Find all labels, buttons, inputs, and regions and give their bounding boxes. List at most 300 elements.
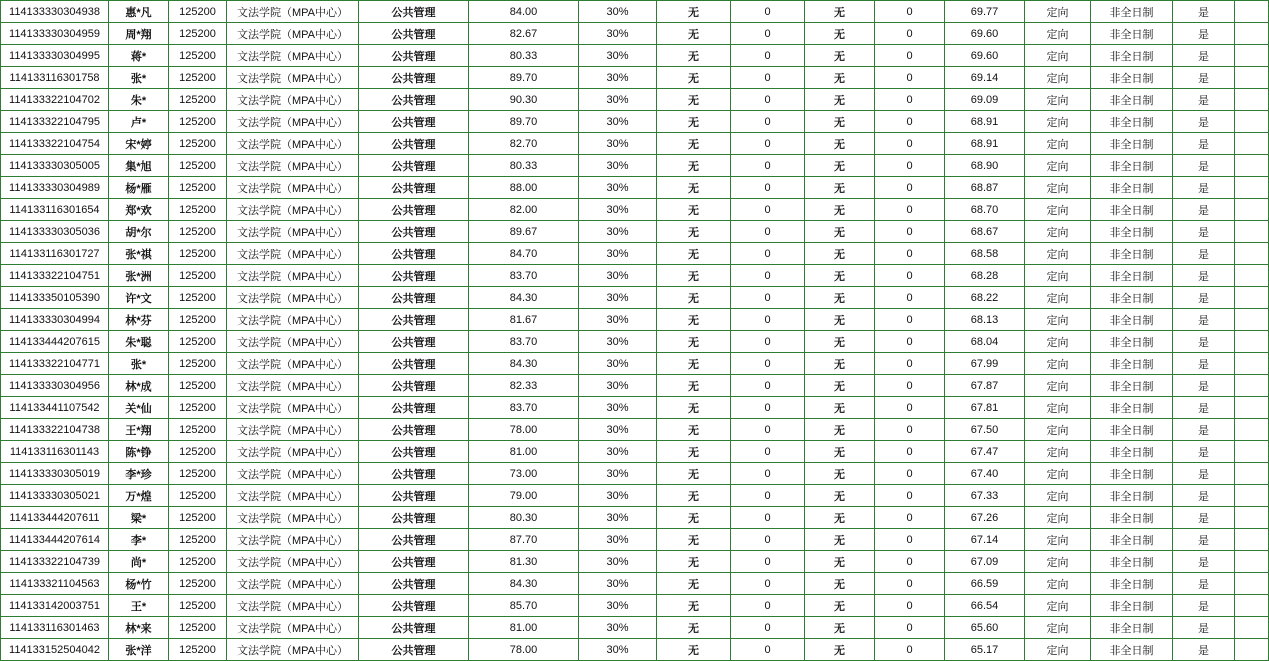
cell-none2: 无: [805, 177, 875, 199]
cell-none2: 无: [805, 67, 875, 89]
cell-none2: 无: [805, 155, 875, 177]
cell-code: 125200: [169, 67, 227, 89]
cell-name: 许*文: [109, 287, 169, 309]
cell-direction: 定向: [1025, 23, 1091, 45]
cell-none1: 无: [657, 45, 731, 67]
cell-tail: [1235, 485, 1269, 507]
cell-yes: 是: [1173, 353, 1235, 375]
table-row: [1, 419, 1269, 441]
cell-none2: 无: [805, 573, 875, 595]
cell-total: 68.67: [945, 221, 1025, 243]
cell-major: 公共管理: [359, 507, 469, 529]
cell-major: 公共管理: [359, 331, 469, 353]
cell-zero1: 0: [731, 397, 805, 419]
cell-yes: 是: [1173, 617, 1235, 639]
cell-zero1: 0: [731, 595, 805, 617]
cell-score: 84.30: [469, 573, 579, 595]
table-row: [1, 375, 1269, 397]
cell-total: 68.58: [945, 243, 1025, 265]
cell-tail: [1235, 265, 1269, 287]
cell-tail: [1235, 221, 1269, 243]
cell-code: 125200: [169, 529, 227, 551]
cell-percent: 30%: [579, 89, 657, 111]
cell-name: 杨*竹: [109, 573, 169, 595]
cell-tail: [1235, 573, 1269, 595]
table-row: [1, 595, 1269, 617]
cell-none2: 无: [805, 23, 875, 45]
cell-major: 公共管理: [359, 287, 469, 309]
cell-code: 125200: [169, 441, 227, 463]
cell-none1: 无: [657, 617, 731, 639]
cell-college: 文法学院（MPA中心）: [227, 617, 359, 639]
cell-major: 公共管理: [359, 133, 469, 155]
cell-major: 公共管理: [359, 155, 469, 177]
cell-yes: 是: [1173, 419, 1235, 441]
cell-fee: 非全日制: [1091, 463, 1173, 485]
cell-major: 公共管理: [359, 265, 469, 287]
cell-score: 84.00: [469, 1, 579, 23]
cell-college: 文法学院（MPA中心）: [227, 507, 359, 529]
cell-zero2: 0: [875, 397, 945, 419]
cell-direction: 定向: [1025, 309, 1091, 331]
cell-code: 125200: [169, 485, 227, 507]
cell-fee: 非全日制: [1091, 441, 1173, 463]
cell-tail: [1235, 551, 1269, 573]
cell-major: 公共管理: [359, 221, 469, 243]
cell-total: 67.47: [945, 441, 1025, 463]
cell-score: 82.67: [469, 23, 579, 45]
cell-direction: 定向: [1025, 1, 1091, 23]
cell-zero1: 0: [731, 221, 805, 243]
cell-none2: 无: [805, 89, 875, 111]
cell-total: 67.26: [945, 507, 1025, 529]
cell-fee: 非全日制: [1091, 111, 1173, 133]
cell-none2: 无: [805, 617, 875, 639]
cell-none1: 无: [657, 485, 731, 507]
cell-percent: 30%: [579, 111, 657, 133]
cell-zero1: 0: [731, 551, 805, 573]
cell-none1: 无: [657, 375, 731, 397]
cell-none1: 无: [657, 441, 731, 463]
cell-direction: 定向: [1025, 419, 1091, 441]
cell-none2: 无: [805, 309, 875, 331]
cell-tail: [1235, 375, 1269, 397]
cell-zero2: 0: [875, 639, 945, 661]
cell-none1: 无: [657, 639, 731, 661]
cell-score: 90.30: [469, 89, 579, 111]
cell-percent: 30%: [579, 441, 657, 463]
cell-percent: 30%: [579, 309, 657, 331]
cell-none2: 无: [805, 529, 875, 551]
cell-code: 125200: [169, 507, 227, 529]
cell-tail: [1235, 353, 1269, 375]
cell-zero2: 0: [875, 331, 945, 353]
cell-college: 文法学院（MPA中心）: [227, 485, 359, 507]
cell-zero1: 0: [731, 353, 805, 375]
cell-name: 张*: [109, 67, 169, 89]
cell-id: 114133152504042: [1, 639, 109, 661]
cell-none1: 无: [657, 23, 731, 45]
cell-id: 114133330305019: [1, 463, 109, 485]
cell-major: 公共管理: [359, 485, 469, 507]
cell-percent: 30%: [579, 529, 657, 551]
cell-none1: 无: [657, 463, 731, 485]
cell-id: 114133330304989: [1, 177, 109, 199]
cell-total: 68.70: [945, 199, 1025, 221]
cell-none2: 无: [805, 45, 875, 67]
cell-zero1: 0: [731, 265, 805, 287]
cell-total: 68.90: [945, 155, 1025, 177]
cell-fee: 非全日制: [1091, 573, 1173, 595]
cell-percent: 30%: [579, 23, 657, 45]
cell-zero2: 0: [875, 287, 945, 309]
cell-total: 69.60: [945, 45, 1025, 67]
cell-major: 公共管理: [359, 419, 469, 441]
cell-yes: 是: [1173, 595, 1235, 617]
cell-fee: 非全日制: [1091, 1, 1173, 23]
cell-zero1: 0: [731, 463, 805, 485]
cell-tail: [1235, 1, 1269, 23]
cell-college: 文法学院（MPA中心）: [227, 419, 359, 441]
cell-score: 84.30: [469, 287, 579, 309]
cell-percent: 30%: [579, 595, 657, 617]
table-row: [1, 485, 1269, 507]
cell-score: 89.70: [469, 67, 579, 89]
cell-major: 公共管理: [359, 353, 469, 375]
cell-zero1: 0: [731, 331, 805, 353]
cell-none2: 无: [805, 551, 875, 573]
cell-fee: 非全日制: [1091, 67, 1173, 89]
cell-zero2: 0: [875, 1, 945, 23]
table-row: [1, 89, 1269, 111]
cell-none1: 无: [657, 595, 731, 617]
cell-zero1: 0: [731, 309, 805, 331]
cell-score: 81.00: [469, 617, 579, 639]
table-row: [1, 507, 1269, 529]
cell-id: 114133330304995: [1, 45, 109, 67]
cell-fee: 非全日制: [1091, 287, 1173, 309]
cell-score: 73.00: [469, 463, 579, 485]
cell-score: 87.70: [469, 529, 579, 551]
cell-id: 114133116301463: [1, 617, 109, 639]
cell-none2: 无: [805, 353, 875, 375]
cell-name: 林*芬: [109, 309, 169, 331]
cell-major: 公共管理: [359, 89, 469, 111]
cell-yes: 是: [1173, 45, 1235, 67]
cell-name: 周*翔: [109, 23, 169, 45]
cell-name: 张*洋: [109, 639, 169, 661]
cell-college: 文法学院（MPA中心）: [227, 67, 359, 89]
cell-college: 文法学院（MPA中心）: [227, 133, 359, 155]
cell-fee: 非全日制: [1091, 45, 1173, 67]
cell-score: 84.30: [469, 353, 579, 375]
cell-zero2: 0: [875, 551, 945, 573]
cell-name: 王*翔: [109, 419, 169, 441]
cell-id: 114133441107542: [1, 397, 109, 419]
cell-fee: 非全日制: [1091, 551, 1173, 573]
cell-code: 125200: [169, 617, 227, 639]
cell-yes: 是: [1173, 551, 1235, 573]
cell-college: 文法学院（MPA中心）: [227, 551, 359, 573]
cell-zero1: 0: [731, 155, 805, 177]
cell-direction: 定向: [1025, 463, 1091, 485]
cell-zero2: 0: [875, 177, 945, 199]
table-row: [1, 45, 1269, 67]
cell-total: 67.14: [945, 529, 1025, 551]
cell-none1: 无: [657, 309, 731, 331]
table-row: [1, 353, 1269, 375]
cell-yes: 是: [1173, 1, 1235, 23]
cell-college: 文法学院（MPA中心）: [227, 331, 359, 353]
cell-id: 114133330305036: [1, 221, 109, 243]
cell-percent: 30%: [579, 331, 657, 353]
cell-name: 胡*尔: [109, 221, 169, 243]
cell-zero1: 0: [731, 573, 805, 595]
cell-college: 文法学院（MPA中心）: [227, 529, 359, 551]
cell-name: 张*洲: [109, 265, 169, 287]
table-row: [1, 243, 1269, 265]
cell-percent: 30%: [579, 243, 657, 265]
cell-college: 文法学院（MPA中心）: [227, 309, 359, 331]
cell-yes: 是: [1173, 639, 1235, 661]
cell-tail: [1235, 111, 1269, 133]
cell-yes: 是: [1173, 375, 1235, 397]
cell-code: 125200: [169, 89, 227, 111]
cell-zero2: 0: [875, 221, 945, 243]
cell-code: 125200: [169, 133, 227, 155]
cell-id: 114133330304938: [1, 1, 109, 23]
cell-direction: 定向: [1025, 199, 1091, 221]
cell-zero1: 0: [731, 89, 805, 111]
cell-direction: 定向: [1025, 375, 1091, 397]
cell-college: 文法学院（MPA中心）: [227, 243, 359, 265]
table-row: [1, 23, 1269, 45]
cell-zero2: 0: [875, 309, 945, 331]
cell-major: 公共管理: [359, 111, 469, 133]
cell-percent: 30%: [579, 265, 657, 287]
cell-none1: 无: [657, 133, 731, 155]
cell-college: 文法学院（MPA中心）: [227, 199, 359, 221]
cell-fee: 非全日制: [1091, 617, 1173, 639]
table-row: [1, 617, 1269, 639]
cell-none2: 无: [805, 441, 875, 463]
cell-fee: 非全日制: [1091, 507, 1173, 529]
cell-major: 公共管理: [359, 441, 469, 463]
cell-zero2: 0: [875, 463, 945, 485]
cell-major: 公共管理: [359, 375, 469, 397]
cell-direction: 定向: [1025, 155, 1091, 177]
cell-zero1: 0: [731, 45, 805, 67]
cell-major: 公共管理: [359, 463, 469, 485]
cell-none2: 无: [805, 287, 875, 309]
cell-zero2: 0: [875, 243, 945, 265]
cell-zero2: 0: [875, 265, 945, 287]
cell-total: 67.50: [945, 419, 1025, 441]
cell-percent: 30%: [579, 1, 657, 23]
cell-fee: 非全日制: [1091, 419, 1173, 441]
cell-yes: 是: [1173, 111, 1235, 133]
cell-fee: 非全日制: [1091, 177, 1173, 199]
cell-college: 文法学院（MPA中心）: [227, 463, 359, 485]
cell-major: 公共管理: [359, 67, 469, 89]
cell-total: 69.09: [945, 89, 1025, 111]
cell-college: 文法学院（MPA中心）: [227, 441, 359, 463]
cell-id: 114133322104795: [1, 111, 109, 133]
cell-none2: 无: [805, 133, 875, 155]
cell-percent: 30%: [579, 155, 657, 177]
cell-code: 125200: [169, 177, 227, 199]
cell-fee: 非全日制: [1091, 375, 1173, 397]
cell-college: 文法学院（MPA中心）: [227, 265, 359, 287]
cell-code: 125200: [169, 309, 227, 331]
cell-fee: 非全日制: [1091, 89, 1173, 111]
cell-total: 68.28: [945, 265, 1025, 287]
cell-fee: 非全日制: [1091, 265, 1173, 287]
cell-college: 文法学院（MPA中心）: [227, 89, 359, 111]
cell-none2: 无: [805, 595, 875, 617]
cell-college: 文法学院（MPA中心）: [227, 595, 359, 617]
cell-zero2: 0: [875, 111, 945, 133]
cell-fee: 非全日制: [1091, 529, 1173, 551]
cell-id: 114133330304994: [1, 309, 109, 331]
cell-fee: 非全日制: [1091, 485, 1173, 507]
cell-code: 125200: [169, 111, 227, 133]
cell-none2: 无: [805, 111, 875, 133]
cell-direction: 定向: [1025, 573, 1091, 595]
cell-major: 公共管理: [359, 639, 469, 661]
cell-percent: 30%: [579, 67, 657, 89]
cell-fee: 非全日制: [1091, 133, 1173, 155]
cell-direction: 定向: [1025, 507, 1091, 529]
cell-zero2: 0: [875, 595, 945, 617]
cell-yes: 是: [1173, 67, 1235, 89]
cell-none2: 无: [805, 265, 875, 287]
cell-zero1: 0: [731, 1, 805, 23]
cell-yes: 是: [1173, 243, 1235, 265]
cell-tail: [1235, 595, 1269, 617]
cell-none2: 无: [805, 639, 875, 661]
cell-score: 84.70: [469, 243, 579, 265]
cell-score: 78.00: [469, 639, 579, 661]
cell-direction: 定向: [1025, 67, 1091, 89]
cell-none2: 无: [805, 199, 875, 221]
cell-name: 张*: [109, 353, 169, 375]
cell-code: 125200: [169, 331, 227, 353]
cell-zero2: 0: [875, 155, 945, 177]
cell-name: 卢*: [109, 111, 169, 133]
cell-none1: 无: [657, 221, 731, 243]
cell-tail: [1235, 67, 1269, 89]
cell-none1: 无: [657, 265, 731, 287]
cell-total: 68.04: [945, 331, 1025, 353]
cell-id: 114133322104702: [1, 89, 109, 111]
cell-zero2: 0: [875, 89, 945, 111]
table-row: [1, 1, 1269, 23]
table-row: [1, 397, 1269, 419]
cell-total: 65.60: [945, 617, 1025, 639]
cell-total: 66.54: [945, 595, 1025, 617]
cell-none2: 无: [805, 463, 875, 485]
cell-major: 公共管理: [359, 617, 469, 639]
cell-total: 69.14: [945, 67, 1025, 89]
cell-code: 125200: [169, 353, 227, 375]
cell-zero2: 0: [875, 23, 945, 45]
cell-zero1: 0: [731, 485, 805, 507]
table-row: [1, 265, 1269, 287]
cell-major: 公共管理: [359, 243, 469, 265]
table-row: [1, 639, 1269, 661]
cell-score: 79.00: [469, 485, 579, 507]
cell-yes: 是: [1173, 331, 1235, 353]
cell-none2: 无: [805, 221, 875, 243]
cell-total: 68.87: [945, 177, 1025, 199]
cell-percent: 30%: [579, 551, 657, 573]
cell-fee: 非全日制: [1091, 353, 1173, 375]
cell-id: 114133116301758: [1, 67, 109, 89]
cell-id: 114133116301654: [1, 199, 109, 221]
cell-percent: 30%: [579, 419, 657, 441]
cell-college: 文法学院（MPA中心）: [227, 111, 359, 133]
cell-major: 公共管理: [359, 1, 469, 23]
cell-code: 125200: [169, 573, 227, 595]
cell-score: 82.70: [469, 133, 579, 155]
cell-code: 125200: [169, 595, 227, 617]
cell-total: 68.22: [945, 287, 1025, 309]
cell-college: 文法学院（MPA中心）: [227, 287, 359, 309]
cell-code: 125200: [169, 639, 227, 661]
cell-yes: 是: [1173, 199, 1235, 221]
cell-tail: [1235, 529, 1269, 551]
cell-score: 80.33: [469, 45, 579, 67]
cell-tail: [1235, 243, 1269, 265]
table-row: [1, 177, 1269, 199]
cell-direction: 定向: [1025, 551, 1091, 573]
cell-college: 文法学院（MPA中心）: [227, 573, 359, 595]
cell-percent: 30%: [579, 485, 657, 507]
cell-code: 125200: [169, 23, 227, 45]
table-row: [1, 287, 1269, 309]
table-row: [1, 199, 1269, 221]
cell-zero2: 0: [875, 353, 945, 375]
cell-tail: [1235, 331, 1269, 353]
cell-id: 114133330305021: [1, 485, 109, 507]
cell-code: 125200: [169, 419, 227, 441]
table-row: [1, 331, 1269, 353]
cell-code: 125200: [169, 221, 227, 243]
cell-percent: 30%: [579, 573, 657, 595]
cell-tail: [1235, 45, 1269, 67]
table-row: [1, 441, 1269, 463]
cell-percent: 30%: [579, 639, 657, 661]
cell-fee: 非全日制: [1091, 397, 1173, 419]
cell-yes: 是: [1173, 441, 1235, 463]
cell-direction: 定向: [1025, 111, 1091, 133]
cell-fee: 非全日制: [1091, 221, 1173, 243]
cell-id: 114133350105390: [1, 287, 109, 309]
cell-code: 125200: [169, 243, 227, 265]
cell-fee: 非全日制: [1091, 309, 1173, 331]
cell-id: 114133444207611: [1, 507, 109, 529]
cell-direction: 定向: [1025, 89, 1091, 111]
cell-none1: 无: [657, 397, 731, 419]
table-row: [1, 309, 1269, 331]
cell-code: 125200: [169, 397, 227, 419]
cell-total: 67.87: [945, 375, 1025, 397]
cell-zero1: 0: [731, 177, 805, 199]
cell-none1: 无: [657, 287, 731, 309]
cell-tail: [1235, 507, 1269, 529]
cell-score: 89.67: [469, 221, 579, 243]
